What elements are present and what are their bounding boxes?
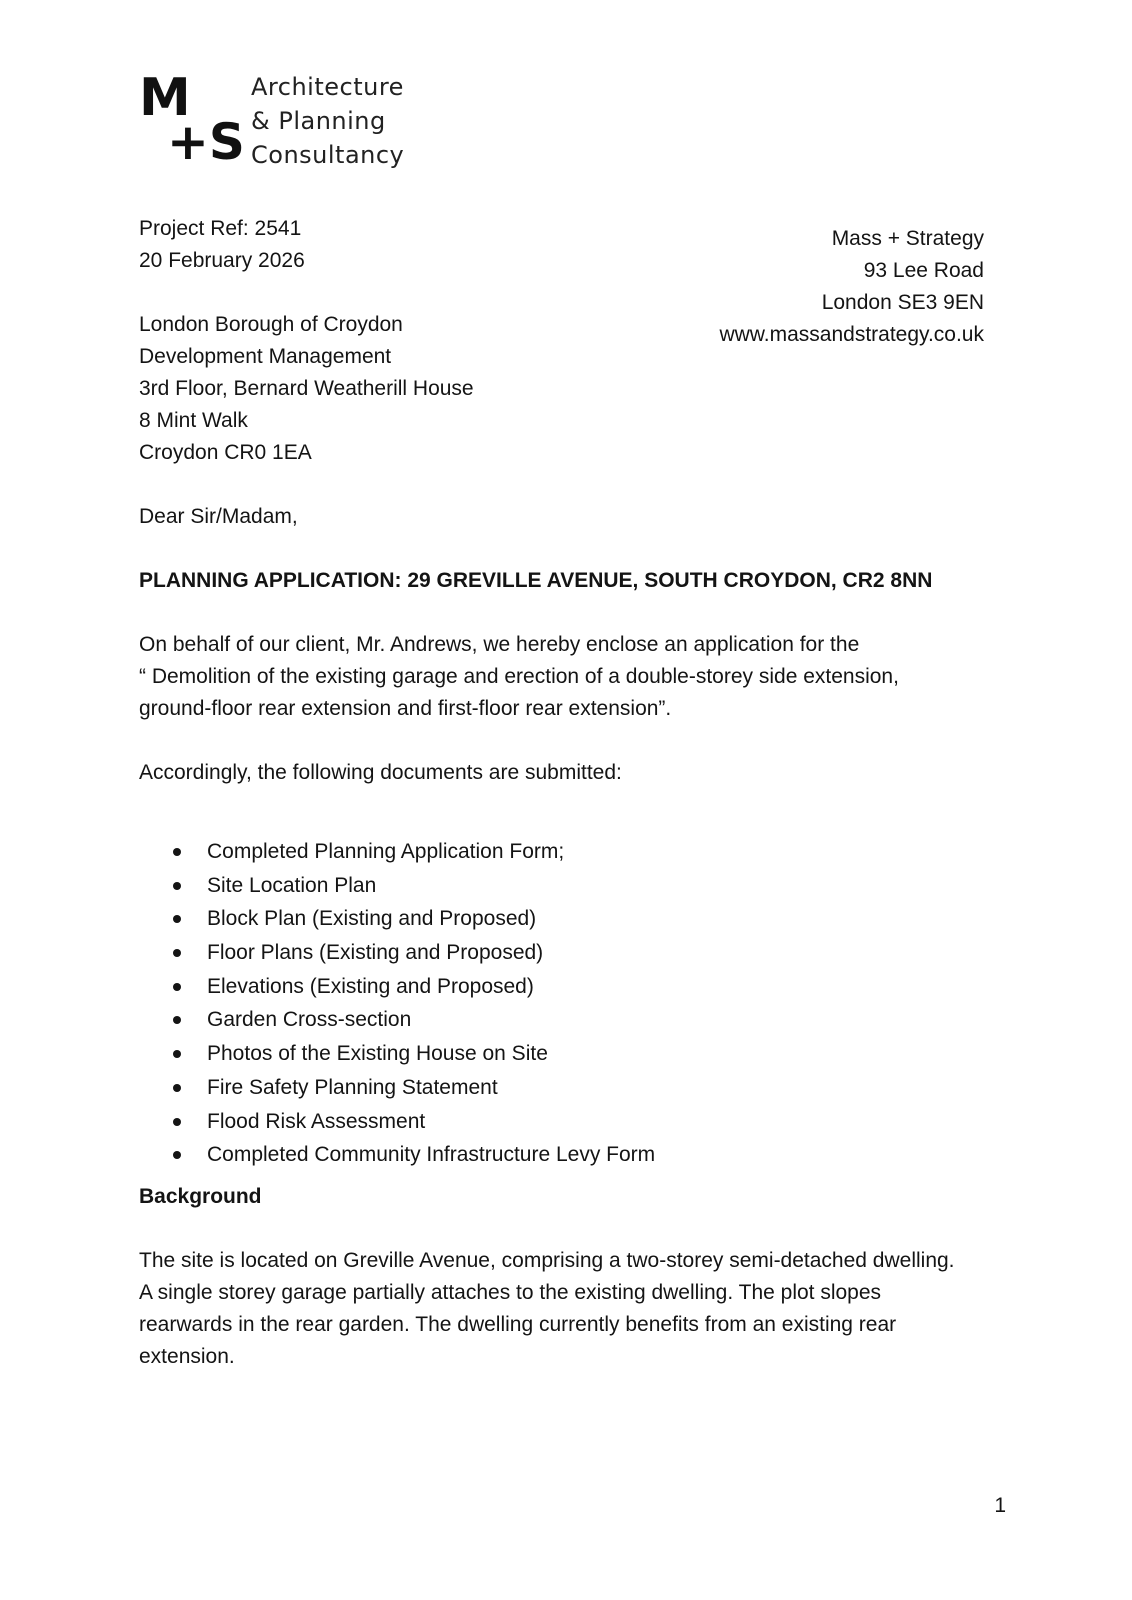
logo-line: Architecture — [251, 73, 404, 101]
background-heading — [139, 1181, 262, 1213]
list-item — [139, 1138, 655, 1172]
list-item — [139, 1105, 655, 1139]
document-name: Completed Community Infrastructure Levy Form — [207, 1143, 656, 1167]
document-name: Photos of the Existing House on Site — [207, 1042, 548, 1066]
bullet-icon — [173, 882, 181, 890]
document-name: Flood Risk Assessment — [207, 1109, 426, 1133]
document-name: Site Location Plan — [207, 873, 377, 897]
document-name: Block Plan (Existing and Proposed) — [207, 907, 537, 931]
recipient-line: 8 Mint Walk — [139, 409, 248, 432]
bullet-icon — [173, 915, 181, 923]
list-item — [139, 902, 655, 936]
list-item — [139, 835, 655, 869]
subject-text: PLANNING APPLICATION: 29 GREVILLE AVENUE, SOUTH CROYDON, CR2 8NN — [139, 569, 933, 592]
recipient-line: London Borough of Croydon — [139, 313, 403, 336]
bullet-icon — [173, 1118, 181, 1126]
documents-intro-text: Accordingly, the following documents are submitted: — [139, 761, 622, 784]
paragraph-line: “ Demolition of the existing garage and erection of a double-storey side extension, — [139, 665, 899, 688]
list-item — [139, 869, 655, 903]
subject-line — [139, 565, 932, 597]
recipient-line: 3rd Floor, Bernard Weatherill House — [139, 377, 474, 400]
logo-wordmark — [251, 70, 404, 172]
sender-line: London SE3 9EN — [821, 291, 984, 314]
recipient-line: Croydon CR0 1EA — [139, 441, 312, 464]
paragraph-line: rearwards in the rear garden. The dwelling currently benefits from an existing rear — [139, 1313, 897, 1336]
sender-line: Mass + Strategy — [831, 227, 984, 250]
document-name: Completed Planning Application Form; — [207, 840, 565, 863]
list-item — [139, 970, 655, 1004]
documents-list — [139, 835, 655, 1172]
logo-mark-m: M — [139, 68, 191, 128]
recipient-line: Development Management — [139, 345, 392, 368]
sender-website: www.massandstrategy.co.uk — [719, 323, 984, 346]
paragraph-line: extension. — [139, 1345, 235, 1368]
list-item — [139, 936, 655, 970]
sender-address — [719, 223, 984, 351]
project-ref: Project Ref: 2541 — [139, 217, 302, 240]
background-paragraph — [139, 1245, 1009, 1373]
document-name: Floor Plans (Existing and Proposed) — [207, 941, 544, 965]
salutation-text: Dear Sir/Madam, — [139, 505, 298, 528]
paragraph-line: The site is located on Greville Avenue, comprising a two-storey semi-detached dwelling. — [139, 1249, 955, 1272]
sender-line: 93 Lee Road — [863, 259, 984, 282]
logo-line: & Planning — [251, 107, 386, 135]
bullet-icon — [173, 1084, 181, 1092]
bullet-icon — [173, 1016, 181, 1024]
recipient-address — [139, 309, 474, 469]
bullet-icon — [173, 983, 181, 991]
list-item — [139, 1037, 655, 1071]
paragraph-line: On behalf of our client, Mr. Andrews, we hereby enclose an application for the — [139, 633, 860, 656]
list-item — [139, 1003, 655, 1037]
intro-paragraph — [139, 629, 1009, 725]
document-name: Elevations (Existing and Proposed) — [207, 974, 534, 998]
logo-mark-s: +S — [167, 113, 245, 171]
paragraph-line: ground-floor rear extension and first-floor rear extension”. — [139, 697, 672, 720]
bullet-icon — [173, 949, 181, 957]
salutation — [139, 501, 298, 533]
section-heading: Background — [139, 1185, 262, 1208]
logo-line: Consultancy — [251, 141, 405, 169]
letter-date: 20 February 2026 — [139, 249, 305, 272]
list-item — [139, 1071, 655, 1105]
bullet-icon — [173, 848, 181, 856]
document-name: Fire Safety Planning Statement — [207, 1075, 498, 1099]
reference-block — [139, 213, 305, 277]
company-logo — [139, 66, 409, 176]
bullet-icon — [173, 1050, 181, 1058]
document-name: Garden Cross-section — [207, 1008, 412, 1032]
bullet-icon — [173, 1151, 181, 1159]
documents-intro — [139, 757, 622, 789]
logo-mark — [139, 68, 245, 172]
page-number: 1 — [994, 1494, 1006, 1517]
paragraph-line: A single storey garage partially attaches to the existing dwelling. The plot slopes — [139, 1281, 882, 1304]
